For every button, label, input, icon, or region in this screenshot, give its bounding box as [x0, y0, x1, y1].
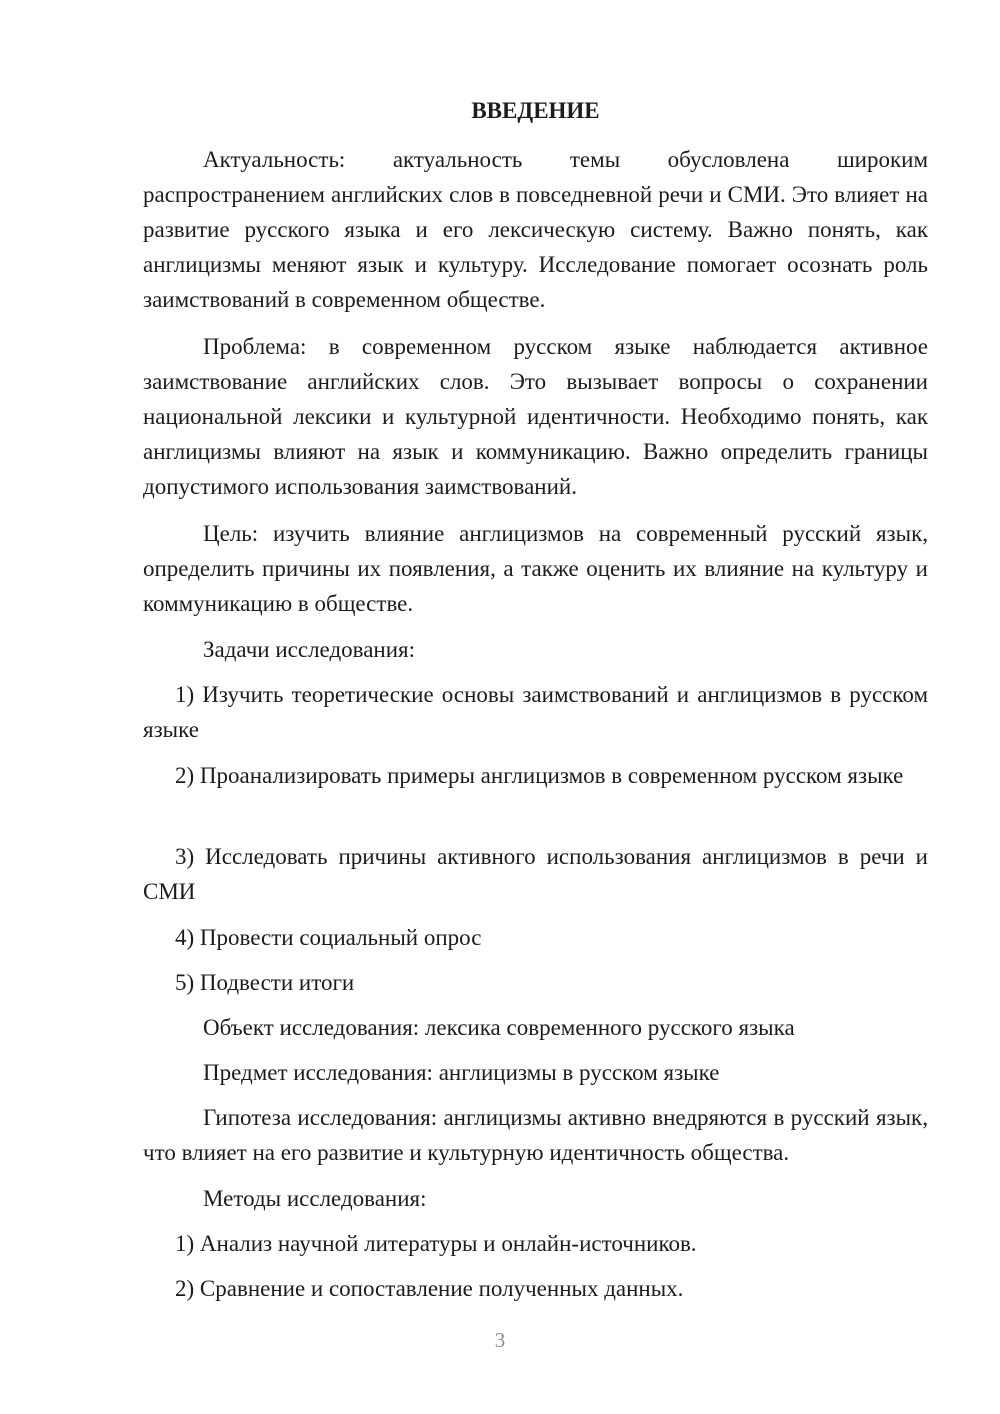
- list-item-task-1: 1) Изучить теоретические основы заимствований и англицизмов в русском языке: [143, 682, 928, 742]
- paragraph-hypothesis: Гипотеза исследования: англицизмы активно внедряются в русский язык, что влияет на его развитие и культурную идентичность общества.: [143, 1105, 928, 1165]
- paragraph-relevance: Актуальность: актуальность темы обусловлена широким распространением английских слов в повседневной речи и СМИ. Это влияет на развитие русского языка и его лексическую систему. Важно понять, как англицизмы меняют язык и культуру. Исследование помогает осознать роль заимствований в современном обществе.: [143, 147, 928, 312]
- list-item-task-2: 2) Проанализировать примеры англицизмов в современном русском языке: [175, 763, 904, 788]
- paragraph-goal: Цель: изучить влияние англицизмов на современный русский язык, определить причины их появления, а также оценить их влияние на культуру и коммуникацию в обществе.: [143, 521, 928, 616]
- section-title: ВВЕДЕНИЕ: [471, 98, 600, 123]
- list-item-method-1: 1) Анализ научной литературы и онлайн-источников.: [175, 1231, 697, 1256]
- paragraph-problem: Проблема: в современном русском языке наблюдается активное заимствование английских слов. Это вызывает вопросы о сохранении национальной лексики и культурной идентичности. Необходимо понять, как англицизмы влияют на язык и коммуникацию. Важно определить границы допустимого использования заимствований.: [143, 334, 928, 499]
- paragraph-subject: Предмет исследования: англицизмы в русском языке: [203, 1060, 720, 1085]
- list-item-task-4: 4) Провести социальный опрос: [175, 925, 482, 950]
- paragraph-tasks-heading: Задачи исследования:: [203, 637, 416, 662]
- paragraph-methods-heading: Методы исследования:: [203, 1186, 427, 1211]
- paragraph-object: Объект исследования: лексика современного русского языка: [203, 1015, 795, 1040]
- list-item-method-2: 2) Сравнение и сопоставление полученных данных.: [175, 1276, 684, 1301]
- list-item-task-5: 5) Подвести итоги: [175, 970, 355, 995]
- list-item-task-3: 3) Исследовать причины активного использования англицизмов в речи и СМИ: [143, 844, 928, 904]
- page-number: 3: [494, 1328, 506, 1352]
